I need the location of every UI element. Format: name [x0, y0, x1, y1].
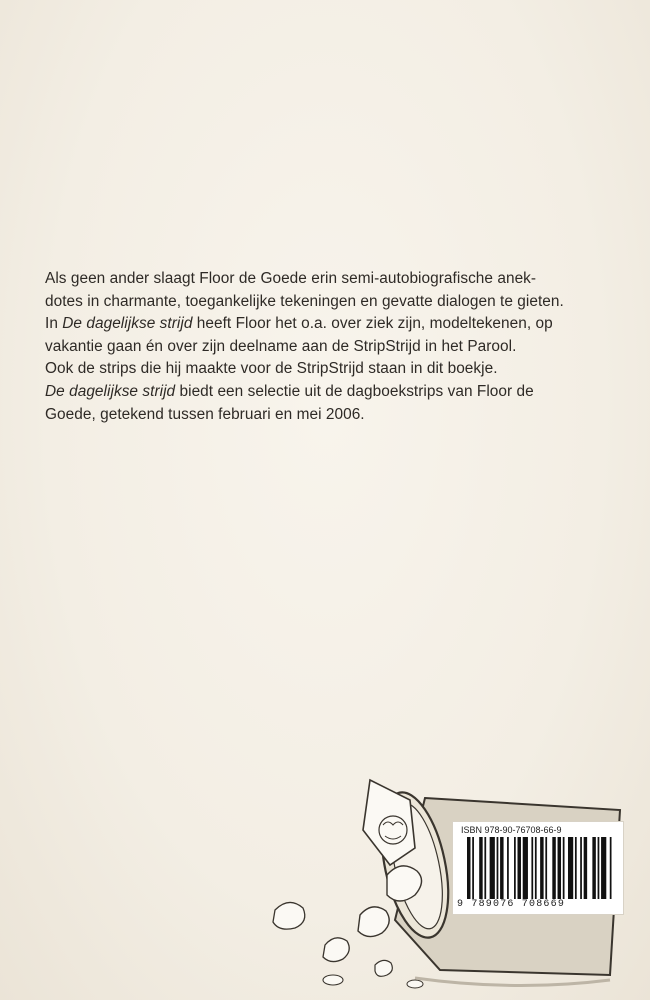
isbn-number: ISBN 978-90-76708-66-9	[461, 825, 562, 835]
barcode-bar	[601, 837, 606, 899]
barcode-bar	[563, 837, 565, 899]
blurb-line-1: Als geen ander slaagt Floor de Goede erin semi-autobiografische anek-	[45, 270, 537, 287]
barcode-bar	[467, 837, 470, 899]
book-title-italic: De dagelijkse strijd	[62, 315, 193, 333]
barcode-bar	[610, 837, 612, 899]
blurb-line-4: vakantie gaan én over zijn deelname aan de StripStrijd in het Parool.	[45, 337, 517, 355]
barcode-bar	[535, 837, 537, 899]
barcode-bar	[514, 837, 516, 899]
barcode-bar	[517, 837, 520, 899]
blurb-line-6-post: biedt een selectie uit de dagboekstrips van Floor de	[175, 382, 534, 400]
blurb-line-5: Ook de strips die hij maakte voor de StripStrijd staan in dit boekje.	[45, 360, 498, 378]
blurb-line-6	[45, 381, 625, 404]
isbn-barcode	[452, 821, 624, 915]
ean-digits: 9 789076 708669	[457, 899, 566, 910]
barcode-bar	[568, 837, 573, 899]
barcode-bar	[575, 837, 577, 899]
barcode-bar	[598, 837, 600, 899]
book-title-italic-2: De dagelijkse strijd	[45, 382, 176, 400]
barcode-bar	[523, 837, 528, 899]
blurb-line-3-pre: In	[45, 315, 63, 333]
barcode-bar	[540, 837, 543, 899]
barcode-bar	[507, 837, 509, 899]
barcode-bar	[580, 837, 582, 899]
barcode-bar	[558, 837, 561, 899]
blurb-line-3	[45, 313, 625, 336]
barcode-bar	[497, 837, 499, 899]
blurb-line-3-post: heeft Floor het o.a. over ziek zijn, modeltekenen, op	[192, 315, 553, 333]
blurb-line-2: dotes in charmante, toegankelijke tekeningen en gevatte dialogen te gieten.	[45, 292, 564, 310]
barcode-bar	[531, 837, 533, 899]
barcode-bar	[552, 837, 555, 899]
back-cover-blurb	[45, 268, 625, 426]
barcode-bar	[545, 837, 547, 899]
barcode-bar	[490, 837, 495, 899]
barcode-bars-icon	[467, 837, 615, 899]
blurb-line-7: Goede, getekend tussen februari en mei 2006.	[45, 405, 365, 423]
barcode-bar	[472, 837, 474, 899]
barcode-bar	[592, 837, 595, 899]
barcode-bar	[484, 837, 486, 899]
barcode-bar	[500, 837, 503, 899]
barcode-bar	[584, 837, 587, 899]
barcode-bar	[479, 837, 482, 899]
